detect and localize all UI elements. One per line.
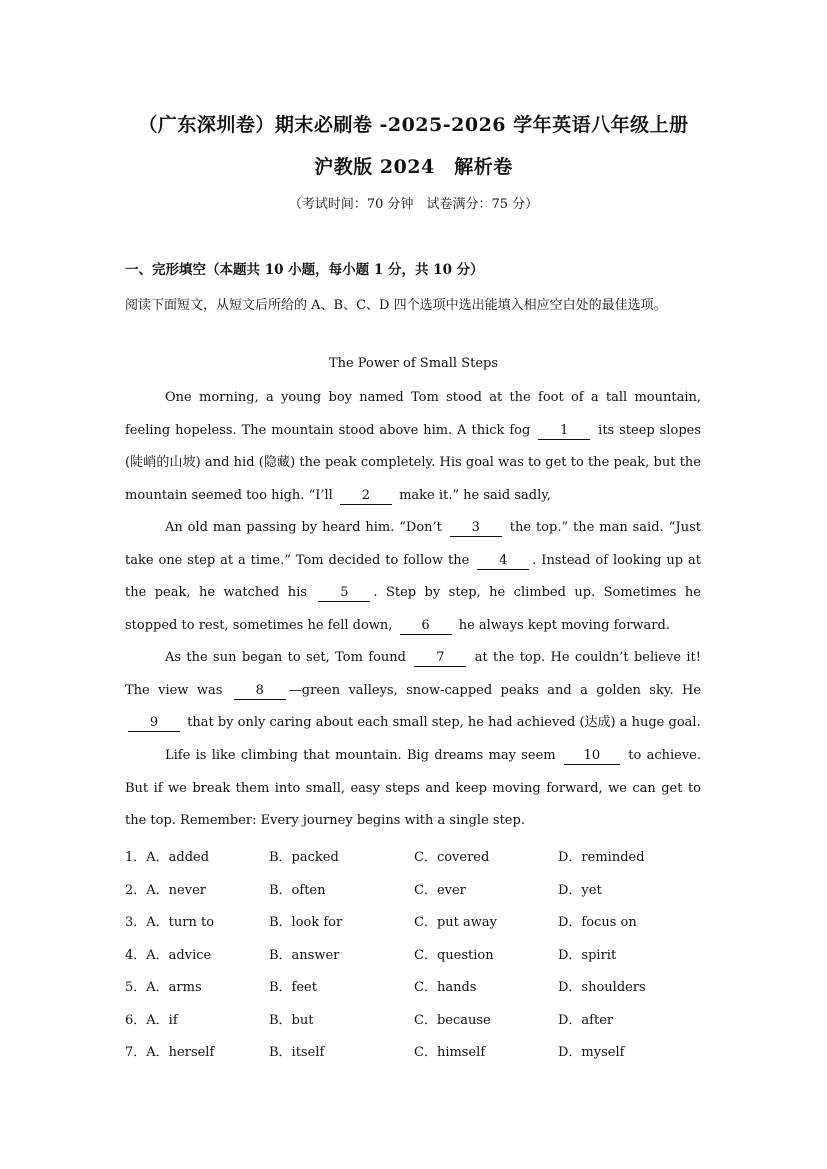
para-text: As the sun began to set, Tom found [165,650,406,665]
option-b[interactable]: B．itself [269,1045,325,1060]
option-c[interactable]: C．question [414,947,494,963]
para-text: One morning, a young boy named Tom stood at the foot of a tall mountain, feeling hopeless. The mountain stood above him. A thick fog [125,390,701,438]
para-text: Life is like climbing that mountain. Big dreams may seem [165,748,556,763]
para-text: make it.” he said sadly, [399,487,552,503]
option-c[interactable]: C．hands [414,980,477,995]
para-text: to achieve. But if we break them into small, easy steps and keep moving forward, we can get to the top. Remember: Every journey begins with a single step. [125,748,701,828]
option-d[interactable]: D．after [558,1012,614,1028]
exam-title-line1: （广东深圳卷）期末必刷卷 -2025-2026 学年英语八年级上册 [138,114,689,136]
option-a[interactable]: 4．A．advice [125,947,212,963]
option-row-6 [125,1003,725,1036]
option-c[interactable]: C．because [414,1012,491,1028]
option-b[interactable]: B．answer [269,947,340,963]
blank-3: 3 [450,520,502,537]
blank-9: 9 [128,715,180,732]
option-d[interactable]: D．focus on [558,915,637,930]
passage-paragraph-3 [125,642,701,740]
option-d[interactable]: D．shoulders [558,980,646,995]
option-row-3 [125,905,725,938]
para-text: . Step by step, he climbed up. Sometimes he stopped to rest, sometimes he fell down, [125,585,701,633]
exam-title-line2: 沪教版 2024 解析卷 [314,156,513,178]
option-row-1 [125,840,725,873]
option-row-7 [125,1035,725,1068]
option-a[interactable]: 7．A．herself [125,1045,215,1060]
option-d[interactable]: D．yet [558,882,602,898]
option-c[interactable]: C．himself [414,1045,486,1060]
para-text: that by only caring about each small step, he had achieved (达成) a huge goal. [187,715,701,730]
option-d[interactable]: D．reminded [558,850,645,865]
option-row-4 [125,938,725,971]
option-a[interactable]: 1．A．added [125,850,210,865]
passage-paragraph-1 [125,382,701,512]
blank-4: 4 [477,553,529,570]
passage-paragraph-4 [125,740,701,838]
option-d[interactable]: D．spirit [558,947,617,963]
option-b[interactable]: B．packed [269,850,339,865]
option-row-2 [125,873,725,906]
blank-2: 2 [340,488,392,505]
option-a[interactable]: 3．A．turn to [125,915,215,930]
option-b[interactable]: B．feet [269,980,317,995]
passage-paragraph-2 [125,512,701,642]
blank-1: 1 [538,423,590,440]
blank-7: 7 [414,650,466,667]
option-b[interactable]: B．look for [269,915,343,930]
para-text: at the top. He couldn’t believe it! The view was [125,650,701,698]
option-a[interactable]: 6．A．if [125,1012,178,1028]
option-a[interactable]: 2．A．never [125,882,206,898]
blank-10: 10 [564,748,620,765]
option-row-5 [125,970,725,1003]
option-b[interactable]: B．but [269,1012,314,1028]
answer-options [125,840,725,1068]
option-c[interactable]: C．covered [414,850,490,865]
option-c[interactable]: C．put away [414,915,497,930]
para-text: An old man passing by heard him. “Don’t [165,520,442,535]
option-b[interactable]: B．often [269,882,326,898]
option-d[interactable]: D．myself [558,1045,625,1060]
para-text: the top.” the man said. “Just take one step at a time.” Tom decided to follow the [125,520,702,568]
para-text: . Instead of looking up at the peak, he watched his [125,552,702,600]
option-a[interactable]: 5．A．arms [125,980,202,995]
option-c[interactable]: C．ever [414,882,466,898]
exam-subtitle: （考试时间：70 分钟 试卷满分：75 分） [288,197,539,212]
passage-title: The Power of Small Steps [328,356,499,371]
para-text: he always kept moving forward. [458,617,670,633]
blank-5: 5 [318,585,370,602]
blank-8: 8 [234,683,286,700]
section-heading: 一、完形填空（本题共 10 小题，每小题 1 分，共 10 分） [125,262,484,278]
blank-6: 6 [400,618,452,635]
section-instruction: 阅读下面短文，从短文后所给的 A、B、C、D 四个选项中选出能填入相应空白处的最佳选项。 [125,298,667,313]
para-text: its steep slopes (陡峭的山坡) and hid (隐藏) the peak completely. His goal was to get to the peak, but the mountain seemed too high. “I’ll [125,422,702,503]
para-text: —green valleys, snow-capped peaks and a golden sky. He [288,682,702,698]
